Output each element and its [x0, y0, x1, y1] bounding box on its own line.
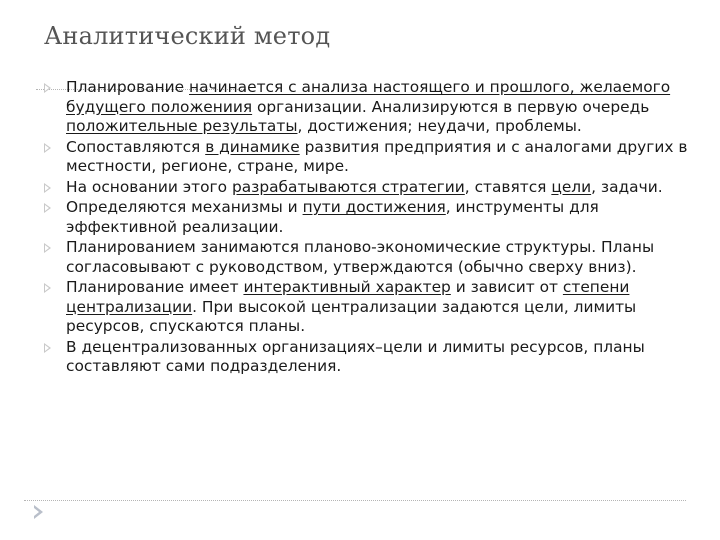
bullet-item	[44, 198, 712, 237]
underlined-term: разрабатываются стратегии	[231, 177, 465, 196]
bullet-text-segment: , ставятся	[464, 177, 552, 196]
underlined-term: начинается с анализа настоящего и прошлого, желаемого будущего положениия	[66, 78, 671, 116]
bullet-arrow-icon	[44, 183, 51, 193]
bullet-text-segment: На основании этого	[66, 177, 232, 196]
underlined-term: положительные результаты	[66, 117, 298, 135]
underlined-term: цели	[551, 177, 592, 196]
bullet-item	[44, 278, 712, 337]
bullet-text-segment: Планированием занимаются планово-экономические структуры. Планы согласовывают с руководством, утверждаются (обычно сверху вниз).	[66, 238, 655, 276]
bullet-item	[44, 338, 712, 377]
bullet-list	[44, 78, 712, 378]
bullet-item	[44, 178, 712, 198]
bullet-text-segment: . При высокой централизации задаются цели, лимиты ресурсов, спускаются планы.	[66, 297, 637, 335]
bullet-item	[44, 78, 712, 137]
bullet-arrow-icon	[44, 83, 51, 93]
bullet-text-segment: Определяются механизмы и	[66, 198, 303, 216]
underlined-term: пути достижения	[302, 198, 446, 216]
chevron-right-icon	[34, 505, 43, 519]
bullet-text-segment: , инструменты для эффективной реализации.	[66, 198, 599, 236]
bullet-item	[44, 138, 712, 177]
bullet-text-segment: В децентрализованных организациях–цели и лимиты ресурсов, планы составляют сами подразделения.	[66, 337, 645, 375]
underlined-term: интерактивный характер	[243, 278, 451, 296]
underlined-term: степени централизации	[66, 278, 630, 316]
bullet-arrow-icon	[44, 203, 51, 213]
bullet-item	[44, 238, 712, 277]
bullet-text-segment: Планирование	[66, 78, 190, 96]
bullet-text-segment: Планирование имеет	[66, 278, 244, 296]
bullet-text-segment: Сопоставляются	[66, 137, 206, 156]
underlined-term: в динамике	[205, 137, 300, 156]
bullet-text-segment: развития предприятия и с аналогами других в местности, регионе, стране, мире.	[66, 137, 688, 175]
footer-divider	[24, 500, 686, 501]
bullet-arrow-icon	[44, 143, 51, 153]
bullet-arrow-icon	[44, 243, 51, 253]
bullet-arrow-icon	[44, 283, 51, 293]
bullet-text-segment: , задачи.	[591, 177, 663, 196]
bullet-text-segment: и зависит от	[450, 278, 563, 296]
bullet-text-segment: , достижения; неудачи, проблемы.	[297, 117, 582, 135]
bullet-arrow-icon	[44, 343, 51, 353]
bullet-text-segment: организации. Анализируются в первую очередь	[252, 97, 650, 116]
slide-title: Аналитический метод	[44, 22, 331, 50]
